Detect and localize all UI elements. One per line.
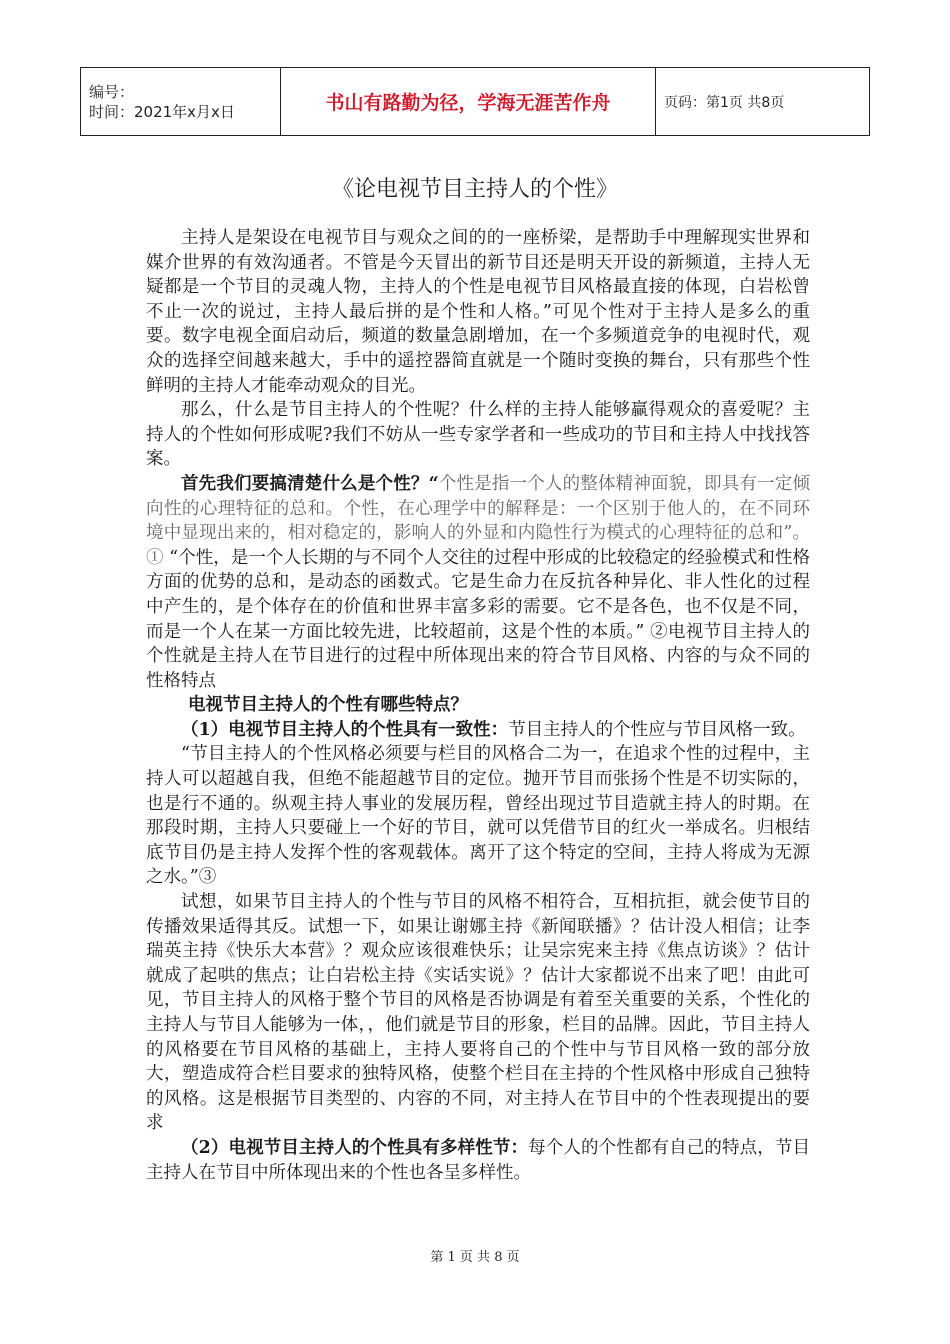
document-body	[146, 226, 810, 1185]
quotation: 个性是指一个人的整体精神面貌，即具有一定倾向性的心理特征的总和。个性，在心理学中的解释是：一个区别于他人的，在不同环境中显现出来的，相对稳定的，影响人的外显和内隐性行为模式的心理特征的总和”。①	[146, 473, 810, 568]
paragraph	[146, 472, 810, 693]
page-footer: 第 1 页 共 8 页	[430, 1250, 520, 1265]
paragraph: “节目主持人的个性风格必须要与栏目的风格合二为一，在追求个性的过程中，主持人可以超越自我，但绝不能超越节目的定位。抛开节目而张扬个性是不切实际的，也是行不通的。纵观主持人事业的发展历程，曾经出现过节目造就主持人的时期。在那段时期，主持人只要碰上一个好的节目，就可以凭借节目的红火一举成名。归根结底节目仍是主持人发挥个性的客观载体。离开了这个特定的空间，主持人将成为无源之水。”③	[146, 744, 810, 888]
paragraph-lead: （1）电视节目主持人的个性具有一致性：	[181, 719, 509, 740]
header-meta	[81, 68, 281, 136]
paragraph: 主持人是架设在电视节目与观众之间的的一座桥梁，是帮助手中理解现实世界和媒介世界的有效沟通者。不管是今天冒出的新节目还是明天开设的新频道，主持人无疑都是一个节目的灵魂人物，主持人的个性是电视节目风格最直接的体现，白岩松曾不止一次的说过，主持人最后拼的是个性和人格。”可见个性对于主持人是多么的重要。数字电视全面启动后，频道的数量急剧增加，在一个多频道竞争的电视时代，观众的选择空间越来越大，手中的遥控器简直就是一个随时变换的舞台，只有那些个性鲜明的主持人才能牵动观众的目光。	[146, 228, 810, 396]
paragraph	[146, 1136, 810, 1185]
paragraph-text: “个性，是一个人长期的与不同个人交往的过程中形成的比较稳定的经验模式和性格方面的优势的总和，是动态的函数式。它是生命力在反抗各种异化、非人性化的过程中产生的，是个体存在的价值和世界丰富多彩的需要。它不是各色，也不仅是不同，而是一个人在某一方面比较先进，比较超前，这是个性的本质。” ②电视节目主持人的个性就是主持人在节目进行的过程中所体现出来的符合节目风格、内容的与众不同的性格特点	[146, 547, 811, 691]
paragraph-text: 节目主持人的个性应与节目风格一致。	[508, 719, 806, 740]
paragraph: 试想，如果节目主持人的个性与节目的风格不相符合，互相抗拒，就会使节目的传播效果适得其反。试想一下，如果让谢娜主持《新闻联播》？估计没人相信；让李瑞英主持《快乐大本营》？观众应该很难快乐；让吴宗宪来主持《焦点访谈》？估计就成了起哄的焦点；让白岩松主持《实话实说》？估计大家都说不出来了吧！由此可见，节目主持人的风格于整个节目的风格是否协调是有着至关重要的关系，个性化的主持人与节目人能够为一体，，他们就是节目的形象，栏目的品牌。因此，节目主持人的风格要在节目风格的基础上，主持人要将自己的个性中与节目风格一致的部分放大，塑造成符合栏目要求的独特风格，使整个栏目在主持的个性风格中形成自己独特的风格。这是根据节目类型的、内容的不同，对主持人在节目中的个性表现提出的要求	[146, 892, 810, 1134]
document-header	[80, 67, 870, 136]
document-title: 《论电视节目主持人的个性》	[331, 177, 618, 202]
paragraph: 那么，什么是节目主持人的个性呢？什么样的主持人能够赢得观众的喜爱呢？主持人的个性如何形成呢?我们不妨从一些专家学者和一些成功的节目和主持人中找找答案。	[146, 400, 810, 470]
paragraph-text: 每个人的个性都有自己的特点，节目主持人在节目中所体现出来的个性也各呈多样性。	[146, 1137, 810, 1183]
paragraph	[146, 718, 810, 743]
header-page-info: 页码：第1页 共8页	[656, 68, 870, 136]
document-number: 编号：	[89, 82, 135, 101]
section-heading: 电视节目主持人的个性有哪些特点？	[188, 695, 468, 716]
header-motto: 书山有路勤为径，学海无涯苦作舟	[281, 68, 656, 136]
paragraph-lead: 首先我们要搞清楚什么是个性？“	[181, 473, 439, 494]
document-date: 时间：2021年x月x日	[89, 102, 235, 121]
paragraph-lead: （2）电视节目主持人的个性具有多样性节：	[181, 1137, 529, 1158]
